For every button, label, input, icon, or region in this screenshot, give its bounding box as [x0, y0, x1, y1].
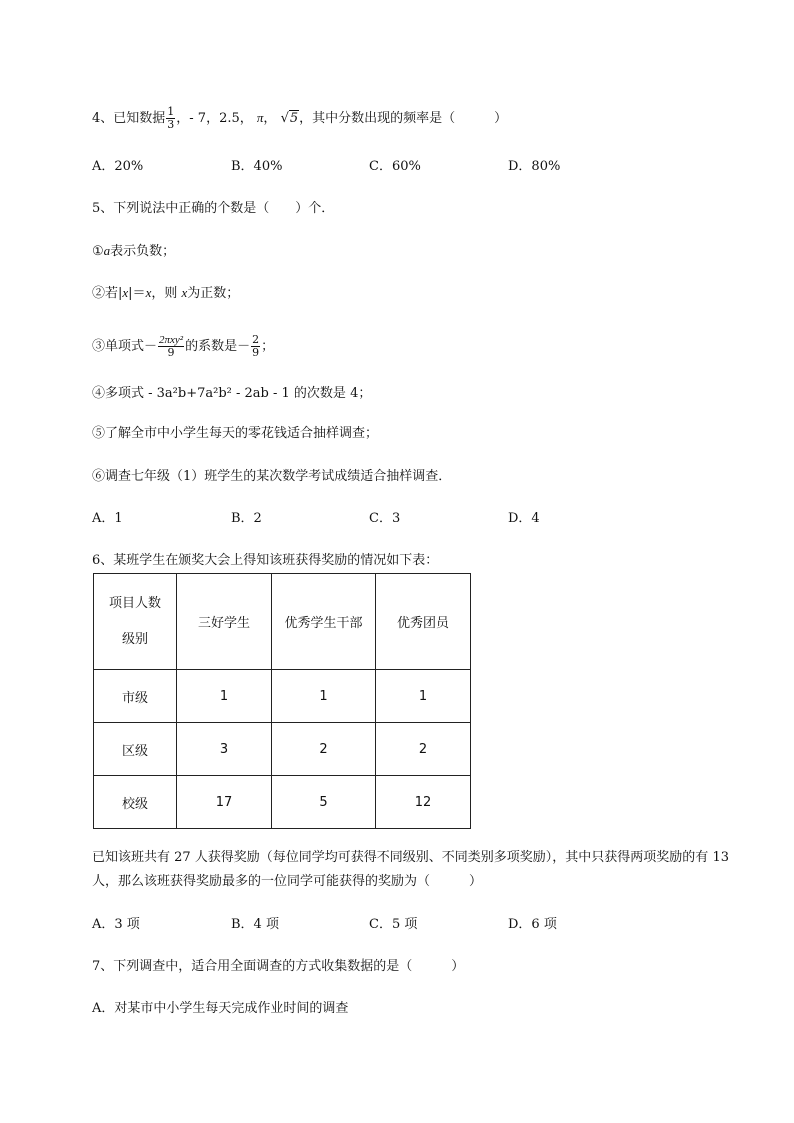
q4-option-a[interactable]: A．20%	[92, 159, 144, 174]
q4-comma: ，	[263, 111, 277, 126]
sqrt-argument: 5	[289, 111, 299, 126]
q5-option-b[interactable]: B．2	[231, 511, 262, 526]
row-label: 市级	[94, 670, 177, 723]
s3-text-a: ③单项式－	[92, 339, 158, 354]
table-row	[94, 723, 471, 776]
table-cell: 1	[272, 670, 376, 723]
s2-text-b: |＝	[128, 286, 146, 301]
table-cell: 17	[177, 776, 272, 829]
s3-frac1-numerator: 2πxy²	[159, 334, 184, 346]
q4-frac-denominator: 3	[167, 118, 175, 131]
q4-sqrt	[281, 110, 300, 126]
var-x: x	[145, 285, 152, 300]
q5-statement-3	[92, 334, 274, 359]
q4-prefix: 4、已知数据	[92, 111, 166, 126]
table-cell: 2	[376, 723, 471, 776]
column-header: 优秀团员	[376, 574, 471, 670]
q4-option-c[interactable]: C．60%	[369, 159, 421, 174]
q5-statement-4: ④多项式 - 3a²b+7a²b² - 2ab - 1 的次数是 4；	[92, 386, 372, 401]
q7-stem: 7、下列调查中，适合用全面调查的方式收集数据的是（ ）	[92, 959, 465, 974]
q6-option-b[interactable]: B．4 项	[231, 917, 279, 932]
q5-option-d[interactable]: D．4	[508, 511, 540, 526]
q7-option-a[interactable]: A．对某市中小学生每天完成作业时间的调查	[92, 1001, 349, 1016]
s1-text: 表示负数；	[110, 244, 176, 259]
q4-fraction	[166, 106, 175, 131]
row-label: 校级	[94, 776, 177, 829]
circled-1: ①	[92, 244, 104, 259]
table-cell: 3	[177, 723, 272, 776]
column-header: 三好学生	[177, 574, 272, 670]
s3-text-c: ；	[261, 339, 275, 354]
s2-text-d: 为正数；	[187, 286, 240, 301]
q4-pi: π	[256, 110, 264, 125]
q4-suffix: ，其中分数出现的频率是（ ）	[299, 111, 508, 126]
q6-paragraph: 已知该班共有 27 人获得奖励（每位同学均可获得不同级别、不同类别多项奖励），其中只获得两项奖励的有 13 人，那么该班获得奖励最多的一位同学可能获得的奖励为（ ）	[92, 850, 729, 889]
corner-top-label: 项目人数	[108, 595, 161, 611]
table-cell: 1	[177, 670, 272, 723]
s3-frac2-numerator: 2	[252, 333, 260, 346]
awards-table	[93, 573, 471, 829]
q4-option-d[interactable]: D．80%	[508, 159, 561, 174]
q5-statement-1	[92, 242, 175, 261]
q6-option-c[interactable]: C．5 项	[369, 917, 418, 932]
q6-option-d[interactable]: D．6 项	[508, 917, 557, 932]
row-label: 区级	[94, 723, 177, 776]
s2-text-c: ，则	[151, 286, 178, 301]
s3-frac1-denominator: 9	[167, 346, 175, 359]
corner-bottom-label: 级别	[121, 631, 148, 647]
table-cell: 5	[272, 776, 376, 829]
s3-frac2-denominator: 9	[252, 346, 260, 359]
q5-statement-6: ⑥调查七年级（1）班学生的某次数学考试成绩适合抽样调查．	[92, 469, 452, 484]
s3-fraction-2	[251, 334, 260, 359]
q4-option-b[interactable]: B．40%	[231, 159, 283, 174]
table-row	[94, 670, 471, 723]
q5-stem: 5、下列说法中正确的个数是（ ）个．	[92, 201, 335, 216]
table-row	[94, 776, 471, 829]
q5-statement-5: ⑤了解全市中小学生每天的零花钱适合抽样调查；	[92, 426, 379, 441]
var-x: x	[122, 285, 129, 300]
column-header: 优秀学生干部	[272, 574, 376, 670]
s3-text-b: 的系数是－	[185, 339, 251, 354]
q4-stem	[92, 106, 507, 131]
q6-option-a[interactable]: A．3 项	[92, 917, 140, 932]
s3-fraction-1	[158, 334, 184, 359]
sqrt-sign: √	[280, 111, 289, 126]
table-cell: 1	[376, 670, 471, 723]
table-corner-cell	[94, 574, 177, 670]
s2-text-a: ②若|	[92, 286, 123, 301]
table-cell: 12	[376, 776, 471, 829]
q5-statement-2	[92, 284, 239, 303]
var-a: a	[103, 243, 111, 258]
var-x: x	[181, 285, 188, 300]
q5-option-a[interactable]: A．1	[92, 511, 123, 526]
q4-frac-numerator: 1	[167, 105, 175, 118]
q5-option-c[interactable]: C．3	[369, 511, 401, 526]
table-cell: 2	[272, 723, 376, 776]
q4-values: ，- 7，2.5，	[176, 111, 253, 126]
q6-stem: 6、某班学生在颁奖大会上得知该班获得奖励的情况如下表：	[92, 553, 439, 568]
